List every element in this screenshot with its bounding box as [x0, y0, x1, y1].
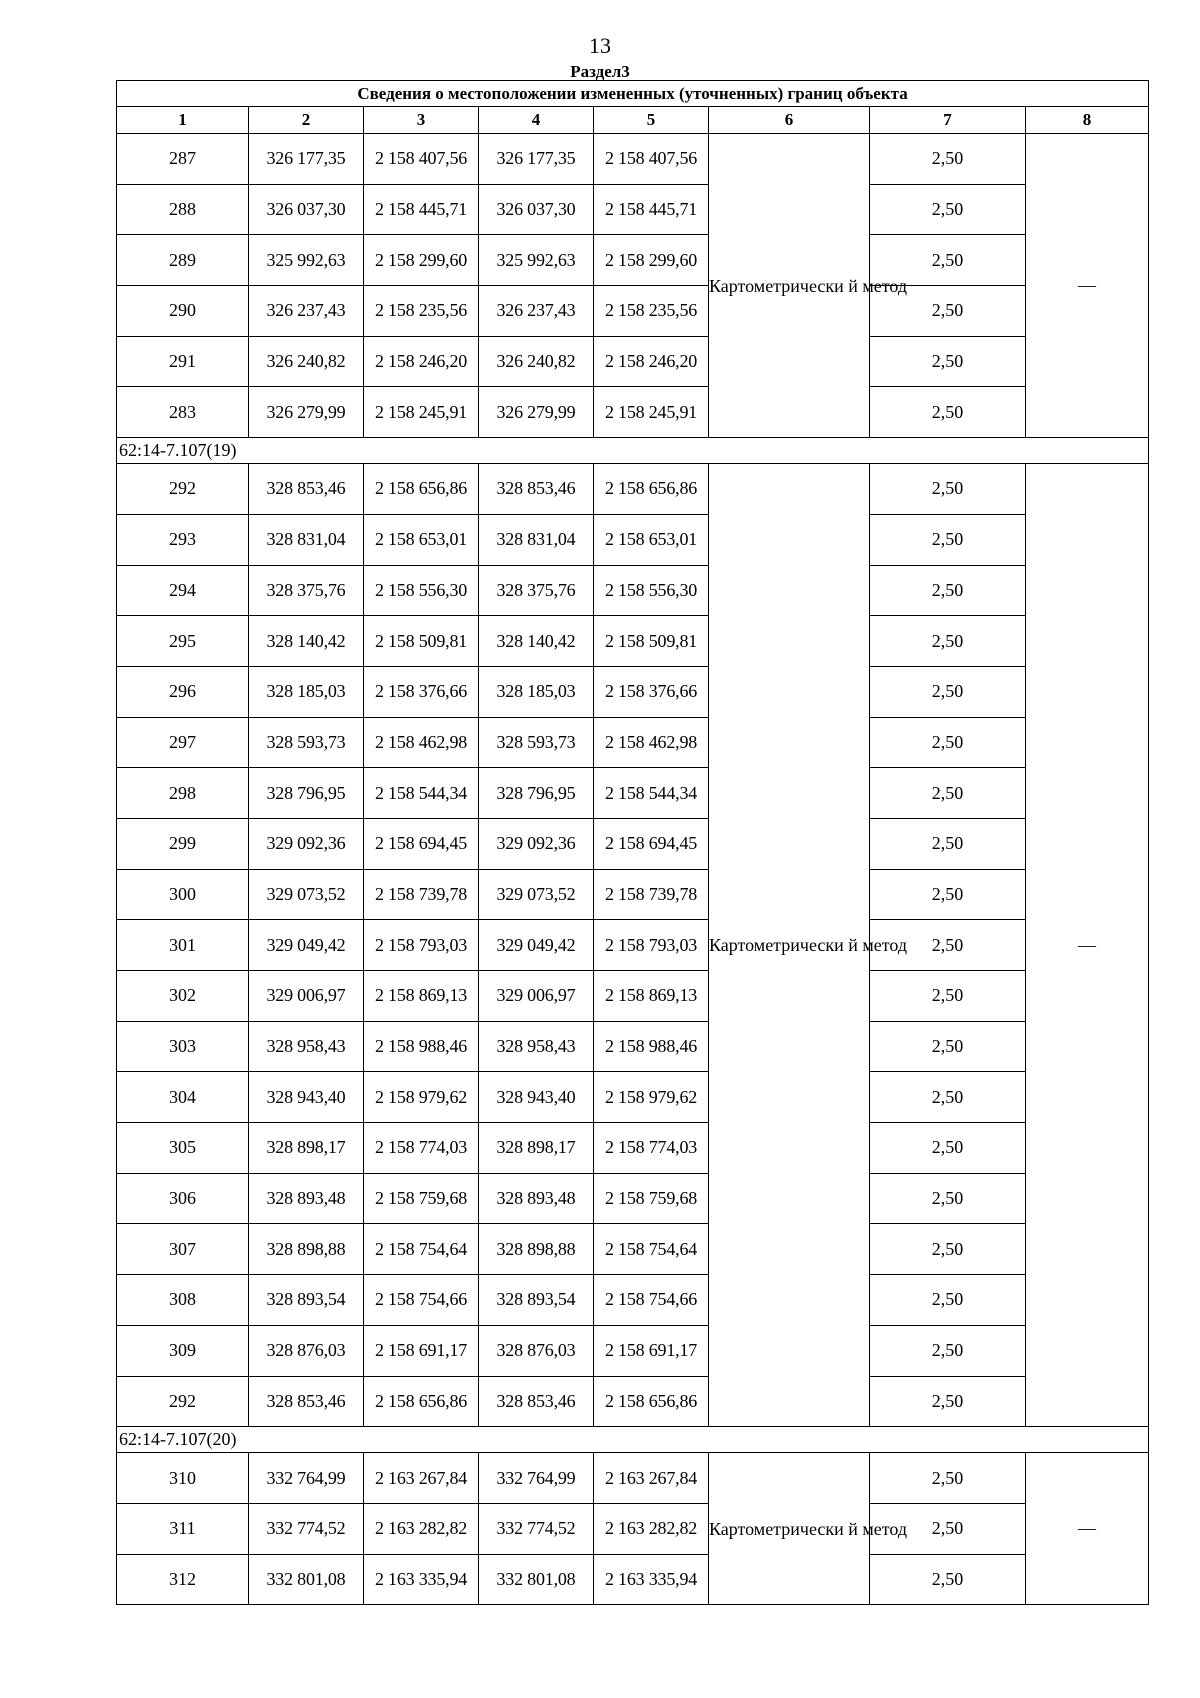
- coord-x-new-cell: 326 279,99: [479, 387, 594, 438]
- coord-y-old-cell: 2 158 299,60: [364, 235, 479, 286]
- note-cell: —: [1026, 134, 1149, 438]
- point-number-cell: 303: [117, 1021, 249, 1072]
- accuracy-cell: 2,50: [870, 1072, 1026, 1123]
- column-header: 4: [479, 107, 594, 134]
- section-title: Раздел3: [570, 62, 630, 81]
- coord-y-new-cell: 2 158 235,56: [594, 286, 709, 337]
- accuracy-cell: 2,50: [870, 1224, 1026, 1275]
- coord-x-old-cell: 329 092,36: [249, 818, 364, 869]
- coord-x-new-cell: 329 006,97: [479, 971, 594, 1022]
- coord-x-old-cell: 328 958,43: [249, 1021, 364, 1072]
- coord-y-new-cell: 2 158 691,17: [594, 1325, 709, 1376]
- coord-x-old-cell: 332 764,99: [249, 1453, 364, 1504]
- point-number-cell: 287: [117, 134, 249, 185]
- coord-x-old-cell: 328 893,54: [249, 1275, 364, 1326]
- coord-y-new-cell: 2 158 445,71: [594, 184, 709, 235]
- table-row: [117, 717, 1149, 768]
- coord-x-old-cell: 328 831,04: [249, 514, 364, 565]
- coord-x-new-cell: 326 240,82: [479, 336, 594, 387]
- column-header: 7: [870, 107, 1026, 134]
- point-number-cell: 290: [117, 286, 249, 337]
- coord-y-new-cell: 2 158 245,91: [594, 387, 709, 438]
- table-row: [117, 134, 1149, 185]
- coord-x-old-cell: 328 593,73: [249, 717, 364, 768]
- method-cell: Картометрически й метод: [709, 1453, 870, 1605]
- coord-x-new-cell: 326 177,35: [479, 134, 594, 185]
- coord-x-new-cell: 328 958,43: [479, 1021, 594, 1072]
- accuracy-cell: 2,50: [870, 1376, 1026, 1427]
- accuracy-cell: 2,50: [870, 1453, 1026, 1504]
- coord-y-new-cell: 2 158 754,66: [594, 1275, 709, 1326]
- coord-y-old-cell: 2 163 267,84: [364, 1453, 479, 1504]
- table-row: [117, 1503, 1149, 1554]
- coord-x-old-cell: 328 876,03: [249, 1325, 364, 1376]
- coord-y-old-cell: 2 158 656,86: [364, 464, 479, 515]
- coord-y-old-cell: 2 158 656,86: [364, 1376, 479, 1427]
- coord-y-old-cell: 2 158 556,30: [364, 565, 479, 616]
- table-row: [117, 1275, 1149, 1326]
- coord-y-old-cell: 2 158 653,01: [364, 514, 479, 565]
- coord-y-new-cell: 2 163 335,94: [594, 1554, 709, 1605]
- coord-y-old-cell: 2 158 407,56: [364, 134, 479, 185]
- note-cell: —: [1026, 464, 1149, 1427]
- table-row: [117, 1173, 1149, 1224]
- table-row: [117, 818, 1149, 869]
- coord-x-old-cell: 325 992,63: [249, 235, 364, 286]
- coord-y-new-cell: 2 158 739,78: [594, 869, 709, 920]
- point-number-cell: 294: [117, 565, 249, 616]
- point-number-cell: 292: [117, 1376, 249, 1427]
- coord-x-new-cell: 328 796,95: [479, 768, 594, 819]
- accuracy-cell: 2,50: [870, 1554, 1026, 1605]
- accuracy-cell: 2,50: [870, 869, 1026, 920]
- table-row: [117, 869, 1149, 920]
- accuracy-cell: 2,50: [870, 920, 1026, 971]
- point-number-cell: 298: [117, 768, 249, 819]
- coord-x-old-cell: 328 796,95: [249, 768, 364, 819]
- point-number-cell: 293: [117, 514, 249, 565]
- accuracy-cell: 2,50: [870, 1021, 1026, 1072]
- table-row: [117, 1021, 1149, 1072]
- point-number-cell: 288: [117, 184, 249, 235]
- table-row: [117, 1123, 1149, 1174]
- point-number-cell: 301: [117, 920, 249, 971]
- table-row: [117, 514, 1149, 565]
- accuracy-cell: 2,50: [870, 565, 1026, 616]
- table-row: [117, 387, 1149, 438]
- coord-x-old-cell: 328 898,88: [249, 1224, 364, 1275]
- accuracy-cell: 2,50: [870, 464, 1026, 515]
- coord-y-old-cell: 2 158 544,34: [364, 768, 479, 819]
- coord-y-old-cell: 2 163 282,82: [364, 1503, 479, 1554]
- accuracy-cell: 2,50: [870, 184, 1026, 235]
- table-row: [117, 1376, 1149, 1427]
- coord-x-old-cell: 326 177,35: [249, 134, 364, 185]
- group-label: 62:14-7.107(20): [117, 1427, 1149, 1453]
- point-number-cell: 297: [117, 717, 249, 768]
- coord-y-new-cell: 2 158 556,30: [594, 565, 709, 616]
- page-number: 13: [589, 33, 611, 58]
- accuracy-cell: 2,50: [870, 1275, 1026, 1326]
- coord-y-old-cell: 2 163 335,94: [364, 1554, 479, 1605]
- point-number-cell: 304: [117, 1072, 249, 1123]
- accuracy-cell: 2,50: [870, 971, 1026, 1022]
- coord-y-new-cell: 2 158 656,86: [594, 464, 709, 515]
- coord-x-old-cell: 329 073,52: [249, 869, 364, 920]
- coord-y-old-cell: 2 158 246,20: [364, 336, 479, 387]
- coord-y-new-cell: 2 158 979,62: [594, 1072, 709, 1123]
- coord-x-new-cell: 328 853,46: [479, 464, 594, 515]
- coord-y-new-cell: 2 158 774,03: [594, 1123, 709, 1174]
- coord-x-new-cell: 328 893,54: [479, 1275, 594, 1326]
- coord-x-new-cell: 328 375,76: [479, 565, 594, 616]
- table-row: [117, 971, 1149, 1022]
- table-row: [117, 1554, 1149, 1605]
- table-row: [117, 1325, 1149, 1376]
- point-number-cell: 292: [117, 464, 249, 515]
- table-row: [117, 666, 1149, 717]
- table-row: [117, 768, 1149, 819]
- coord-y-old-cell: 2 158 509,81: [364, 616, 479, 667]
- method-cell: Картометрически й метод: [709, 464, 870, 1427]
- coord-x-new-cell: 329 092,36: [479, 818, 594, 869]
- coord-x-new-cell: 328 140,42: [479, 616, 594, 667]
- coord-y-old-cell: 2 158 376,66: [364, 666, 479, 717]
- point-number-cell: 296: [117, 666, 249, 717]
- point-number-cell: 308: [117, 1275, 249, 1326]
- accuracy-cell: 2,50: [870, 616, 1026, 667]
- coord-y-old-cell: 2 158 979,62: [364, 1072, 479, 1123]
- point-number-cell: 310: [117, 1453, 249, 1504]
- coord-x-new-cell: 328 898,88: [479, 1224, 594, 1275]
- table-row: [117, 286, 1149, 337]
- coord-y-new-cell: 2 158 376,66: [594, 666, 709, 717]
- table-row: [117, 235, 1149, 286]
- coord-y-old-cell: 2 158 235,56: [364, 286, 479, 337]
- accuracy-cell: 2,50: [870, 235, 1026, 286]
- point-number-cell: 306: [117, 1173, 249, 1224]
- coord-y-new-cell: 2 158 656,86: [594, 1376, 709, 1427]
- accuracy-cell: 2,50: [870, 717, 1026, 768]
- accuracy-cell: 2,50: [870, 134, 1026, 185]
- point-number-cell: 311: [117, 1503, 249, 1554]
- coord-y-new-cell: 2 158 754,64: [594, 1224, 709, 1275]
- column-header: 6: [709, 107, 870, 134]
- coord-x-old-cell: 332 801,08: [249, 1554, 364, 1605]
- table-row: [117, 1453, 1149, 1504]
- coord-x-old-cell: 326 037,30: [249, 184, 364, 235]
- coord-y-old-cell: 2 158 759,68: [364, 1173, 479, 1224]
- column-header: 3: [364, 107, 479, 134]
- accuracy-cell: 2,50: [870, 1503, 1026, 1554]
- coord-y-new-cell: 2 158 299,60: [594, 235, 709, 286]
- accuracy-cell: 2,50: [870, 768, 1026, 819]
- coord-x-new-cell: 328 893,48: [479, 1173, 594, 1224]
- coord-y-new-cell: 2 158 246,20: [594, 336, 709, 387]
- coord-y-new-cell: 2 163 282,82: [594, 1503, 709, 1554]
- coord-y-old-cell: 2 158 774,03: [364, 1123, 479, 1174]
- column-header: 8: [1026, 107, 1149, 134]
- coord-x-new-cell: 328 943,40: [479, 1072, 594, 1123]
- coord-y-new-cell: 2 158 407,56: [594, 134, 709, 185]
- coord-x-old-cell: 328 375,76: [249, 565, 364, 616]
- coord-y-old-cell: 2 158 691,17: [364, 1325, 479, 1376]
- accuracy-cell: 2,50: [870, 666, 1026, 717]
- coord-x-old-cell: 328 893,48: [249, 1173, 364, 1224]
- column-header: 1: [117, 107, 249, 134]
- table-row: [117, 920, 1149, 971]
- coord-x-old-cell: 329 049,42: [249, 920, 364, 971]
- coord-x-new-cell: 332 801,08: [479, 1554, 594, 1605]
- table-row: [117, 1224, 1149, 1275]
- coord-x-old-cell: 328 140,42: [249, 616, 364, 667]
- point-number-cell: 305: [117, 1123, 249, 1174]
- coord-x-old-cell: 328 185,03: [249, 666, 364, 717]
- method-cell: Картометрически й метод: [709, 134, 870, 438]
- table-caption: Сведения о местоположении измененных (уточненных) границ объекта: [117, 81, 1149, 107]
- accuracy-cell: 2,50: [870, 514, 1026, 565]
- coord-y-new-cell: 2 158 509,81: [594, 616, 709, 667]
- point-number-cell: 283: [117, 387, 249, 438]
- coord-y-new-cell: 2 158 988,46: [594, 1021, 709, 1072]
- point-number-cell: 291: [117, 336, 249, 387]
- accuracy-cell: 2,50: [870, 818, 1026, 869]
- point-number-cell: 289: [117, 235, 249, 286]
- coord-x-new-cell: 332 764,99: [479, 1453, 594, 1504]
- point-number-cell: 309: [117, 1325, 249, 1376]
- coord-x-old-cell: 326 237,43: [249, 286, 364, 337]
- coord-x-new-cell: 328 876,03: [479, 1325, 594, 1376]
- coord-x-old-cell: 328 898,17: [249, 1123, 364, 1174]
- coord-y-new-cell: 2 158 653,01: [594, 514, 709, 565]
- accuracy-cell: 2,50: [870, 1173, 1026, 1224]
- coord-x-new-cell: 328 831,04: [479, 514, 594, 565]
- column-header: 5: [594, 107, 709, 134]
- accuracy-cell: 2,50: [870, 1325, 1026, 1376]
- coord-x-old-cell: 329 006,97: [249, 971, 364, 1022]
- table-row: [117, 1072, 1149, 1123]
- coord-x-old-cell: 328 943,40: [249, 1072, 364, 1123]
- coord-x-new-cell: 329 073,52: [479, 869, 594, 920]
- table-row: [117, 184, 1149, 235]
- accuracy-cell: 2,50: [870, 387, 1026, 438]
- coord-x-new-cell: 332 774,52: [479, 1503, 594, 1554]
- coord-y-old-cell: 2 158 694,45: [364, 818, 479, 869]
- coord-y-old-cell: 2 158 988,46: [364, 1021, 479, 1072]
- point-number-cell: 300: [117, 869, 249, 920]
- table-row: [117, 464, 1149, 515]
- coord-y-old-cell: 2 158 754,64: [364, 1224, 479, 1275]
- table-row: [117, 336, 1149, 387]
- column-header: 2: [249, 107, 364, 134]
- coord-y-old-cell: 2 158 869,13: [364, 971, 479, 1022]
- coord-x-new-cell: 326 037,30: [479, 184, 594, 235]
- point-number-cell: 299: [117, 818, 249, 869]
- point-number-cell: 307: [117, 1224, 249, 1275]
- coord-y-new-cell: 2 158 544,34: [594, 768, 709, 819]
- coord-x-new-cell: 328 853,46: [479, 1376, 594, 1427]
- coord-y-new-cell: 2 163 267,84: [594, 1453, 709, 1504]
- coord-y-old-cell: 2 158 754,66: [364, 1275, 479, 1326]
- point-number-cell: 302: [117, 971, 249, 1022]
- coord-y-old-cell: 2 158 739,78: [364, 869, 479, 920]
- coord-y-old-cell: 2 158 793,03: [364, 920, 479, 971]
- coord-y-new-cell: 2 158 462,98: [594, 717, 709, 768]
- coord-y-new-cell: 2 158 694,45: [594, 818, 709, 869]
- coord-x-new-cell: 329 049,42: [479, 920, 594, 971]
- coord-x-old-cell: 328 853,46: [249, 464, 364, 515]
- coord-y-new-cell: 2 158 869,13: [594, 971, 709, 1022]
- point-number-cell: 295: [117, 616, 249, 667]
- table-row: [117, 565, 1149, 616]
- table-row: [117, 616, 1149, 667]
- coord-x-old-cell: 328 853,46: [249, 1376, 364, 1427]
- note-cell: —: [1026, 1453, 1149, 1605]
- boundary-table: [116, 80, 1149, 1605]
- coord-x-new-cell: 328 593,73: [479, 717, 594, 768]
- coord-x-new-cell: 325 992,63: [479, 235, 594, 286]
- coord-y-new-cell: 2 158 793,03: [594, 920, 709, 971]
- accuracy-cell: 2,50: [870, 286, 1026, 337]
- point-number-cell: 312: [117, 1554, 249, 1605]
- coord-x-new-cell: 328 185,03: [479, 666, 594, 717]
- group-label: 62:14-7.107(19): [117, 438, 1149, 464]
- coord-y-old-cell: 2 158 462,98: [364, 717, 479, 768]
- coord-x-old-cell: 326 279,99: [249, 387, 364, 438]
- coord-x-new-cell: 328 898,17: [479, 1123, 594, 1174]
- coord-y-old-cell: 2 158 245,91: [364, 387, 479, 438]
- accuracy-cell: 2,50: [870, 336, 1026, 387]
- coord-x-old-cell: 332 774,52: [249, 1503, 364, 1554]
- coord-y-old-cell: 2 158 445,71: [364, 184, 479, 235]
- coord-x-new-cell: 326 237,43: [479, 286, 594, 337]
- coord-y-new-cell: 2 158 759,68: [594, 1173, 709, 1224]
- coord-x-old-cell: 326 240,82: [249, 336, 364, 387]
- accuracy-cell: 2,50: [870, 1123, 1026, 1174]
